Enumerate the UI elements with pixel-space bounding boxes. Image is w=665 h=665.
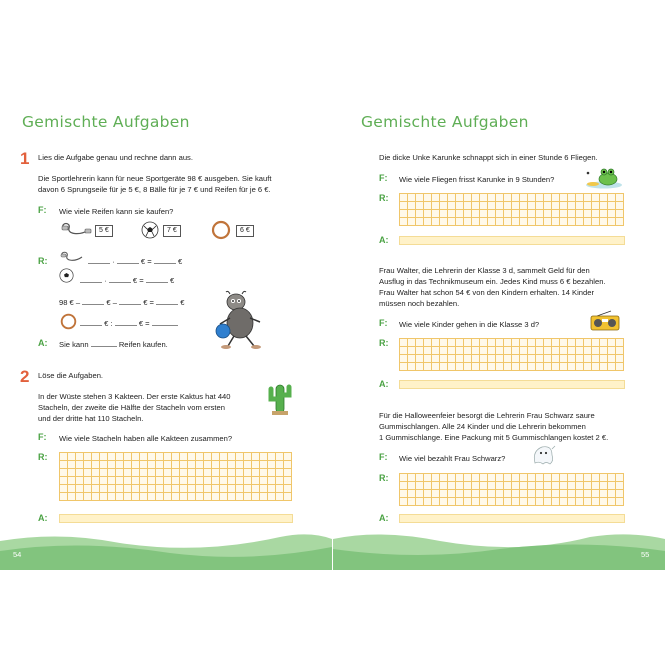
task-number-1: 1 bbox=[20, 149, 30, 168]
radio-icon bbox=[589, 310, 621, 332]
task2-f-label: F: bbox=[38, 432, 47, 442]
answer-blank[interactable] bbox=[146, 275, 168, 283]
price-tag-rope: 5 € bbox=[95, 225, 113, 237]
task2-question: Wie viele Stacheln haben alle Kakteen zusammen? bbox=[59, 434, 233, 443]
right-task2-text-line3: Frau Walter hat schon 54 € von den Kindern erhalten. 14 Kinder bbox=[379, 288, 595, 297]
right-task2-text-line1: Frau Walter, die Lehrerin der Klasse 3 d, sammelt Geld für den bbox=[379, 266, 590, 275]
calculation-grid[interactable] bbox=[399, 338, 624, 371]
beetle-with-ball-illustration bbox=[214, 290, 264, 352]
right-task2-r-label: R: bbox=[379, 338, 389, 348]
right-task1-text: Die dicke Unke Karunke schnappt sich in einer Stunde 6 Fliegen. bbox=[379, 153, 598, 162]
task2-a-label: A: bbox=[38, 513, 48, 523]
right-task3-question: Wie viel bezahlt Frau Schwarz? bbox=[399, 454, 506, 463]
left-page-title: Gemischte Aufgaben bbox=[22, 113, 190, 131]
answer-blank[interactable] bbox=[91, 339, 117, 347]
hoop-small-icon bbox=[60, 313, 77, 330]
answer-blank[interactable] bbox=[115, 318, 137, 326]
right-page-title: Gemischte Aufgaben bbox=[361, 113, 529, 131]
answer-text-start: Sie kann bbox=[59, 340, 89, 349]
answer-blank[interactable] bbox=[152, 318, 178, 326]
right-task3-text-line3: 1 Gummischlange. Eine Packung mit 5 Gummischlangen kostet 2 €. bbox=[379, 433, 609, 442]
calc-operator: € – bbox=[106, 298, 117, 307]
answer-blank[interactable] bbox=[117, 256, 139, 264]
answer-bar[interactable] bbox=[399, 514, 625, 523]
task2-instruction: Löse die Aufgaben. bbox=[38, 371, 104, 380]
right-task3-text-line1: Für die Halloweenfeier besorgt die Lehrerin Frau Schwarz saure bbox=[379, 411, 595, 420]
task2-r-label: R: bbox=[38, 452, 48, 462]
calc-row-ball bbox=[80, 275, 174, 286]
right-task2-text-line2: Ausflug in das Technikmuseum ein. Jedes Kind muss 6 € bezahlen. bbox=[379, 277, 606, 286]
task1-f-label: F: bbox=[38, 205, 47, 215]
answer-blank[interactable] bbox=[80, 275, 102, 283]
right-task2-question: Wie viele Kinder gehen in die Klasse 3 d? bbox=[399, 320, 540, 329]
price-tag-ball: 7 € bbox=[163, 225, 181, 237]
right-task2-a-label: A: bbox=[379, 379, 389, 389]
task1-question: Wie viele Reifen kann sie kaufen? bbox=[59, 207, 174, 216]
price-tag-hoop: 6 € bbox=[236, 225, 254, 237]
answer-bar[interactable] bbox=[59, 514, 293, 523]
right-task1-f-label: F: bbox=[379, 173, 388, 183]
jump-rope-icon bbox=[59, 220, 93, 238]
task1-text-line2: davon 6 Sprungseile für je 5 €, 8 Bälle für je 7 € und Reifen für je 6 €. bbox=[38, 185, 271, 194]
calc-operator: · bbox=[104, 276, 107, 285]
calc-row-division bbox=[80, 318, 178, 329]
answer-blank[interactable] bbox=[119, 297, 141, 305]
football-small-icon bbox=[59, 268, 74, 283]
right-task3-text-line2: Gummischlangen. Alle 24 Kinder und die Lehrerin bekommen bbox=[379, 422, 586, 431]
task2-text-line2: Stacheln, der zweite die Hälfte der Stacheln vom ersten bbox=[38, 403, 225, 412]
task1-instruction: Lies die Aufgabe genau und rechne dann aus. bbox=[38, 153, 193, 162]
task2-text-line1: In der Wüste stehen 3 Kakteen. Der erste Kaktus hat 440 bbox=[38, 392, 231, 401]
calc-operator: € = bbox=[132, 276, 144, 285]
answer-blank[interactable] bbox=[154, 256, 176, 264]
right-task3-a-label: A: bbox=[379, 513, 389, 523]
right-task2-text-line4: müssen noch bezahlen. bbox=[379, 299, 460, 308]
jump-rope-small-icon bbox=[59, 249, 85, 264]
right-task1-question: Wie viele Fliegen frisst Karunke in 9 Stunden? bbox=[399, 175, 555, 184]
calc-row-subtraction bbox=[59, 297, 184, 308]
answer-text-end: Reifen kaufen. bbox=[118, 340, 168, 349]
page-number-right: 55 bbox=[641, 550, 650, 559]
task1-text-line1: Die Sportlehrerin kann für neue Sportgeräte 98 € ausgeben. Sie kauft bbox=[38, 174, 272, 183]
answer-blank[interactable] bbox=[156, 297, 178, 305]
task-number-2: 2 bbox=[20, 367, 30, 386]
right-task1-r-label: R: bbox=[379, 193, 389, 203]
answer-blank[interactable] bbox=[88, 256, 110, 264]
right-task3-f-label: F: bbox=[379, 452, 388, 462]
calc-operator: € = bbox=[140, 257, 152, 266]
calc-operator: € = bbox=[138, 319, 150, 328]
right-task2-f-label: F: bbox=[379, 318, 388, 328]
task1-a-label: A: bbox=[38, 338, 48, 348]
calculation-grid[interactable] bbox=[59, 452, 292, 501]
task1-answer-line bbox=[59, 339, 168, 350]
calc-unit: € bbox=[177, 257, 183, 266]
hoop-icon bbox=[211, 220, 231, 240]
calculation-grid[interactable] bbox=[399, 473, 624, 506]
task1-r-label: R: bbox=[38, 256, 48, 266]
answer-blank[interactable] bbox=[82, 297, 104, 305]
football-icon bbox=[141, 221, 159, 239]
task2-text-line3: und der dritte hat 110 Stacheln. bbox=[38, 414, 144, 423]
right-task3-r-label: R: bbox=[379, 473, 389, 483]
calc-row-rope bbox=[88, 256, 182, 267]
page-number-left: 54 bbox=[13, 550, 22, 559]
calc-start: 98 € – bbox=[59, 298, 81, 307]
calc-unit: € bbox=[180, 298, 185, 307]
cactus-icon bbox=[266, 381, 294, 415]
answer-bar[interactable] bbox=[399, 236, 625, 245]
calculation-grid[interactable] bbox=[399, 193, 624, 226]
footer-hills bbox=[0, 525, 665, 570]
calc-unit: € bbox=[169, 276, 175, 285]
frog-icon bbox=[584, 165, 626, 189]
ghost-icon bbox=[530, 443, 556, 467]
answer-blank[interactable] bbox=[109, 275, 131, 283]
calc-operator: · bbox=[112, 257, 115, 266]
answer-blank[interactable] bbox=[80, 318, 102, 326]
calc-operator: € : bbox=[104, 319, 113, 328]
right-task1-a-label: A: bbox=[379, 235, 389, 245]
answer-bar[interactable] bbox=[399, 380, 625, 389]
calc-operator: € = bbox=[143, 298, 154, 307]
